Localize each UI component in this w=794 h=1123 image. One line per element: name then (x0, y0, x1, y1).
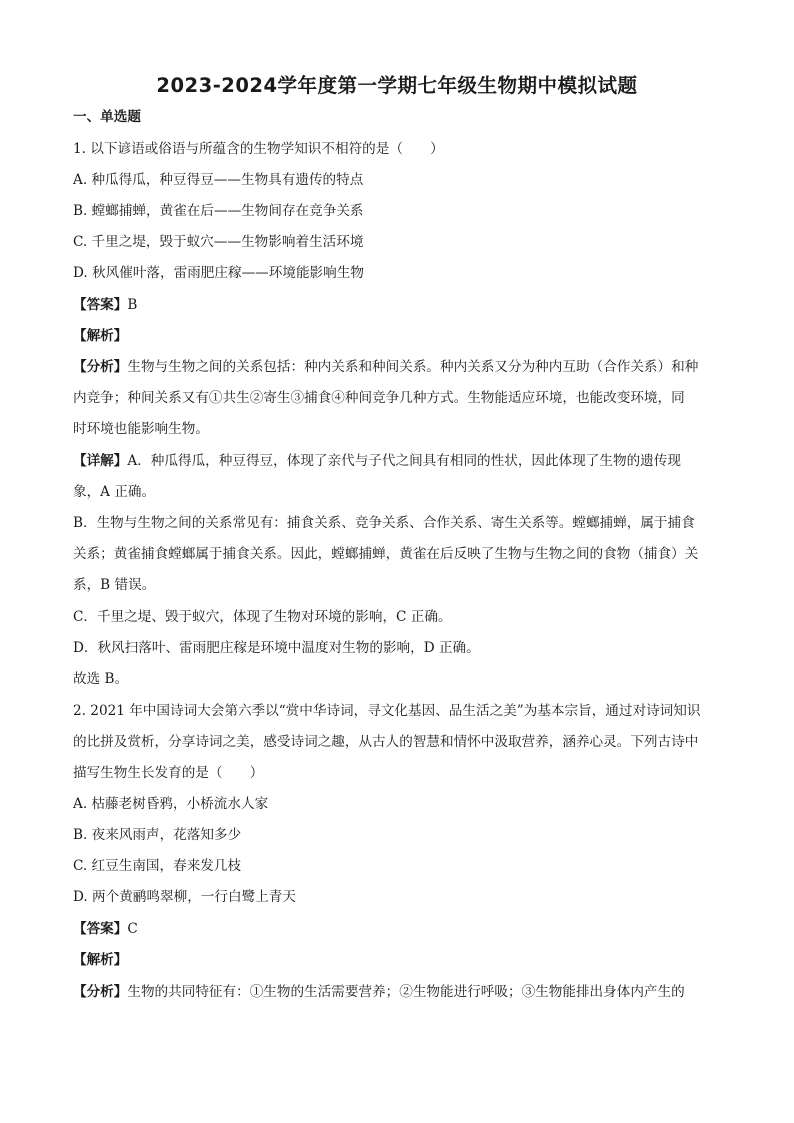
q1-analysis-line-2: 内竞争；种间关系又有①共生②寄生③捕食④种间竞争几种方式。生物能适应环境，也能改变环境，同 (73, 390, 685, 406)
q2-stem-line-1: 2. 2021 年中国诗词大会第六季以“赏中华诗词，寻文化基因、品生活之美”为基本宗旨，通过对诗词知识 (73, 703, 701, 719)
q2-option-c: C. 红豆生南国，春来发几枝 (73, 858, 242, 874)
jiexi-tag: 【解析】 (73, 328, 128, 344)
q1-stem: 1. 以下谚语或俗语与所蕴含的生物学知识不相符的是（ ） (73, 141, 444, 157)
q1-detail-line-4: 关系；黄雀捕食螳螂属于捕食关系。因此，螳螂捕蝉，黄雀在后反映了生物与生物之间的食物（捕食）关 (73, 546, 699, 562)
q1-jiexi-tag (73, 327, 723, 345)
q2-stem-line-2: 的比拼及赏析，分享诗词之美，感受诗词之趣，从古人的智慧和情怀中汲取营养，涵养心灵。下列古诗中 (73, 734, 699, 750)
q1-detail-line-2: 象，A 正确。 (73, 484, 156, 500)
answer-value: C (127, 921, 138, 937)
q2-jiexi-tag (73, 951, 723, 969)
q1-answer (73, 296, 723, 314)
q1-detail-line-3: B．生物与生物之间的关系常见有：捕食关系、竞争关系、合作关系、寄生关系等。螳螂捕蝉，属于捕食 (73, 515, 695, 531)
q1-detail-line-6: C．千里之堤、毁于蚁穴，体现了生物对环境的影响，C 正确。 (73, 609, 452, 625)
q1-option-b: B. 螳螂捕蝉，黄雀在后——生物间存在竞争关系 (73, 203, 364, 219)
page-title: 2023-2024学年度第一学期七年级生物期中模拟试题 (156, 74, 638, 97)
section-heading: 一、单选题 (73, 109, 141, 125)
q1-detail-line-5: 系，B 错误。 (73, 577, 156, 593)
q1-option-a: A. 种瓜得瓜，种豆得豆——生物具有遗传的特点 (73, 172, 364, 188)
q2-option-b: B. 夜来风雨声，花落知多少 (73, 827, 242, 843)
answer-tag: 【答案】 (73, 297, 128, 313)
q2-option-d: D. 两个黄鹂鸣翠柳，一行白鹭上青天 (73, 889, 296, 905)
q2-option-a: A. 枯藤老树昏鸦，小桥流水人家 (73, 796, 269, 812)
q1-analysis-line-3: 时环境也能影响生物。 (73, 421, 209, 437)
q1-detail-line-7: D．秋风扫落叶、雷雨肥庄稼是环境中温度对生物的影响，D 正确。 (73, 640, 480, 656)
q2-analysis-line-1 (73, 983, 723, 1001)
detail-tag: 【详解】 (73, 453, 128, 469)
detail-text: A．种瓜得瓜，种豆得豆，体现了亲代与子代之间具有相同的性状，因此体现了生物的遗传现 (127, 453, 681, 469)
q2-answer (73, 920, 723, 938)
q1-option-d: D. 秋风催叶落，雷雨肥庄稼——环境能影响生物 (73, 265, 364, 281)
q1-detail-line-1 (73, 452, 723, 470)
answer-value: B (127, 297, 138, 313)
answer-tag: 【答案】 (73, 921, 128, 937)
analysis-tag: 【分析】 (73, 359, 128, 375)
q1-analysis-line-1 (73, 358, 723, 376)
q1-conclusion: 故选 B。 (73, 671, 129, 687)
analysis-text: 生物的共同特征有：①生物的生活需要营养；②生物能进行呼吸；③生物能排出身体内产生的 (127, 984, 685, 1000)
q1-option-c: C. 千里之堤，毁于蚁穴——生物影响着生活环境 (73, 234, 364, 250)
analysis-tag: 【分析】 (73, 984, 128, 1000)
q2-stem-line-3: 描写生物生长发育的是（ ） (73, 765, 264, 781)
analysis-text: 生物与生物之间的关系包括：种内关系和种间关系。种内关系又分为种内互助（合作关系）和种 (127, 359, 699, 375)
jiexi-tag: 【解析】 (73, 952, 128, 968)
